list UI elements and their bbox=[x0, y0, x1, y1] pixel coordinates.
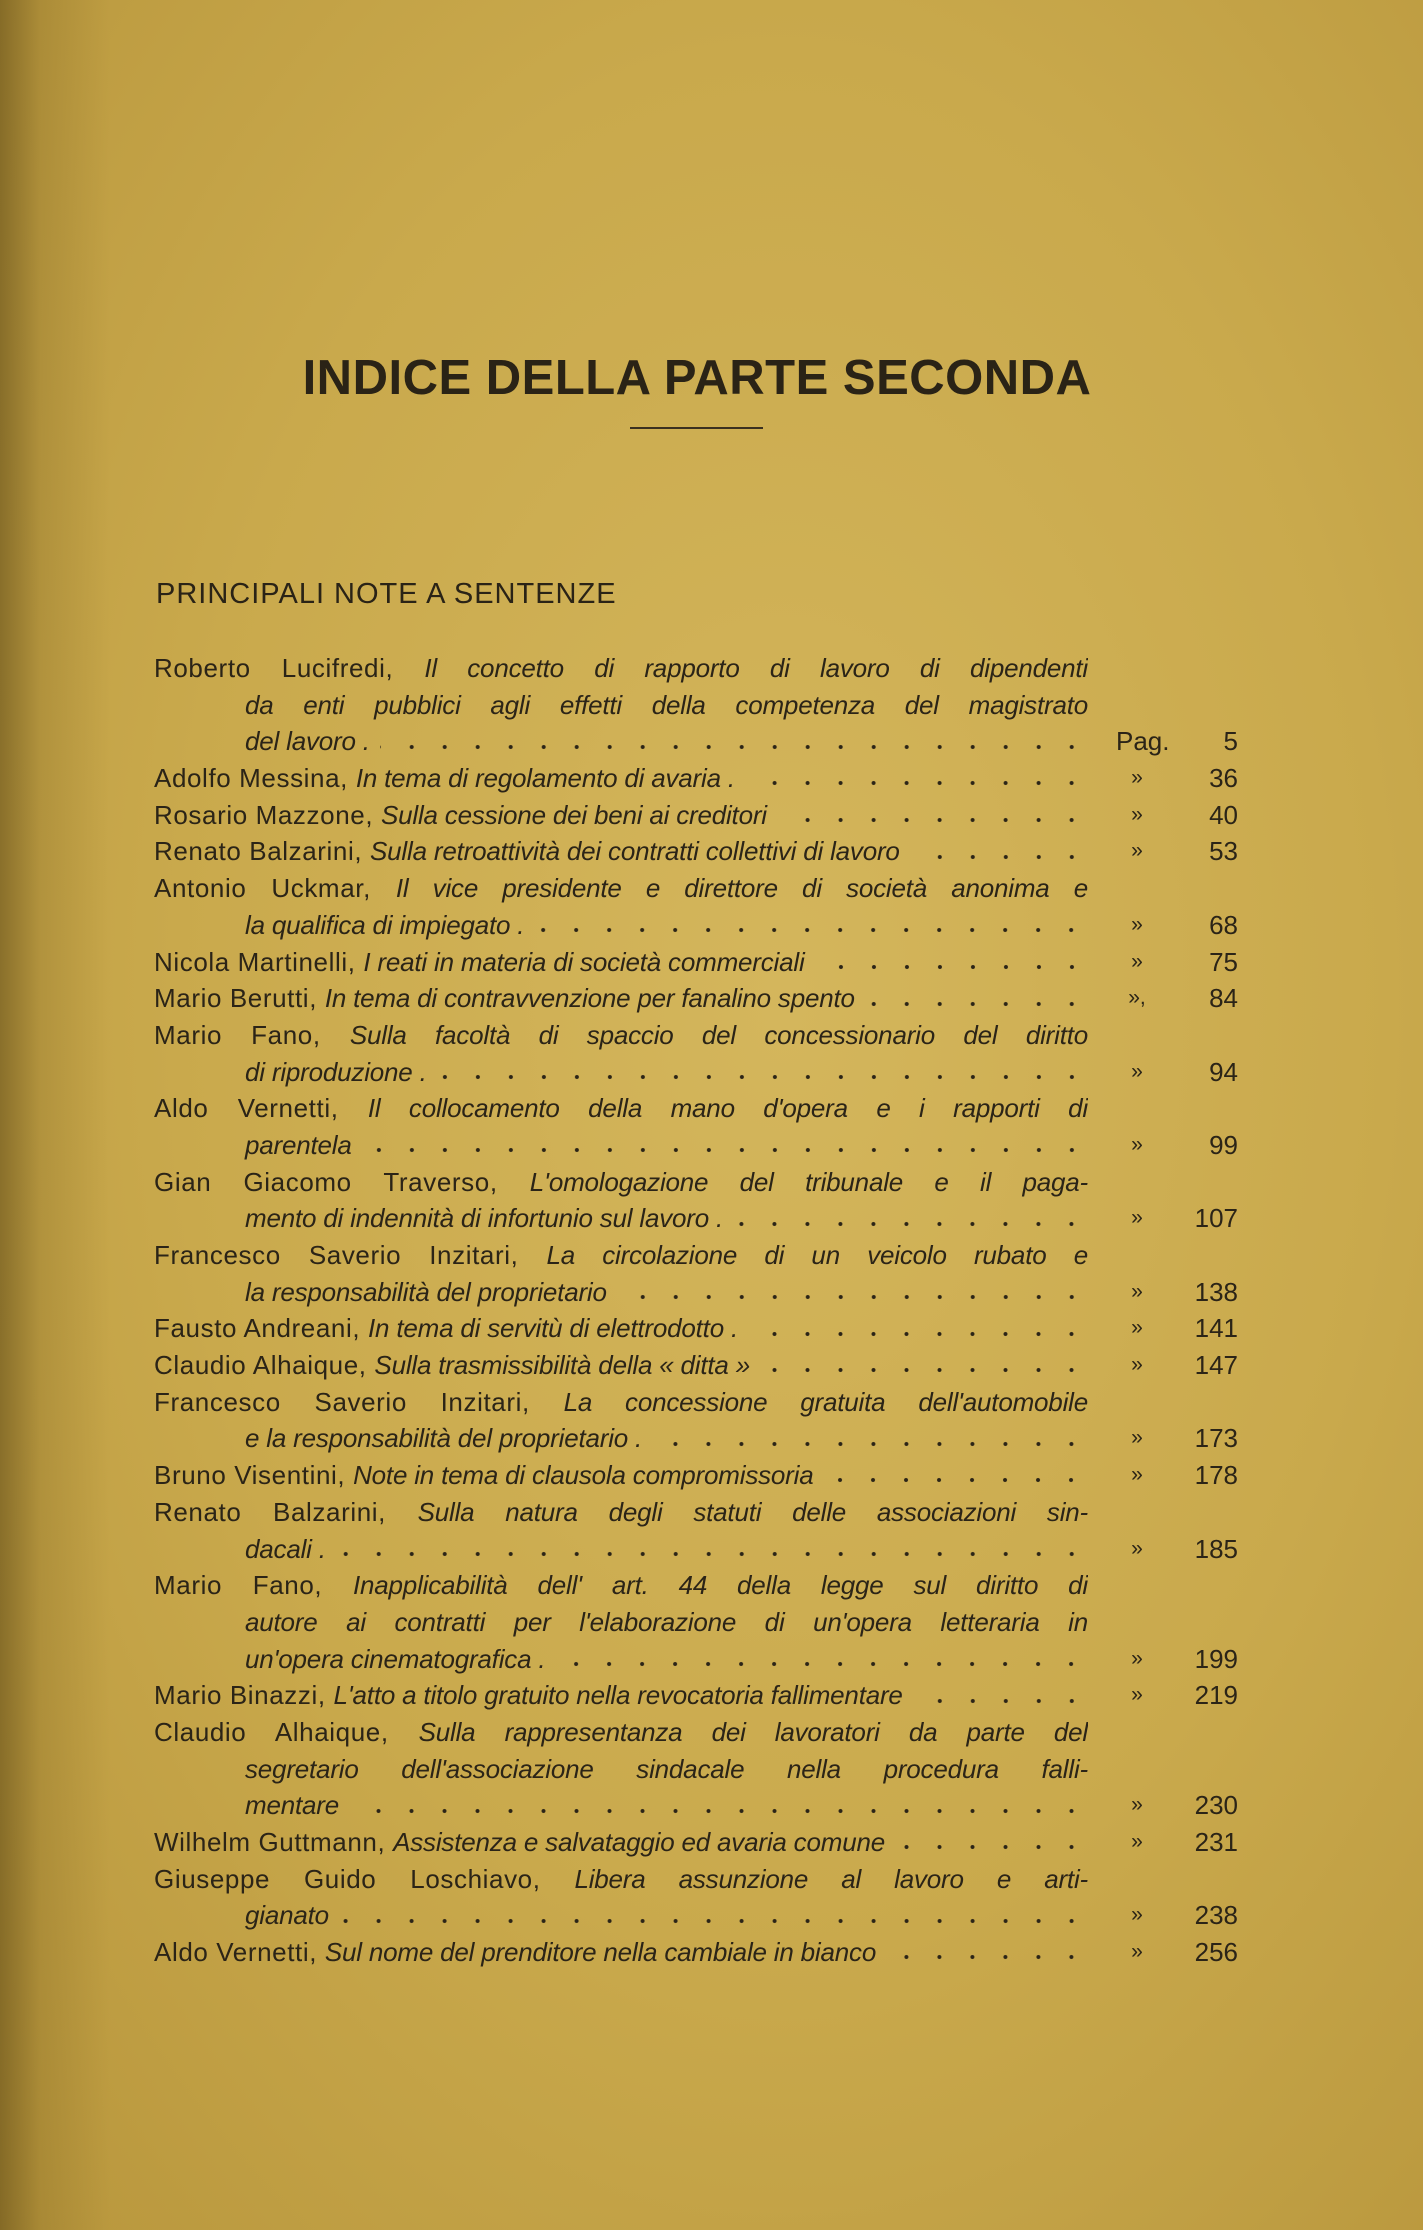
toc-entry bbox=[154, 1677, 1244, 1714]
entry-text bbox=[154, 1567, 1088, 1604]
entry-author: Mario Berutti , bbox=[154, 980, 325, 1017]
leader-dots bbox=[380, 742, 1088, 752]
page-number: 199 bbox=[1194, 1643, 1238, 1674]
entry-text bbox=[154, 1420, 1088, 1457]
page-number: 141 bbox=[1194, 1313, 1238, 1344]
entry-text bbox=[154, 1494, 1088, 1531]
entry-title: e la responsabilità del proprietario . bbox=[245, 1423, 643, 1454]
leader-dots bbox=[652, 1439, 1088, 1449]
toc-entry bbox=[154, 1310, 1244, 1347]
page-marker: » bbox=[1131, 802, 1143, 826]
entry-title: del lavoro . bbox=[245, 726, 370, 757]
entry-author: Aldo Vernetti , bbox=[154, 1093, 368, 1123]
toc-line bbox=[154, 870, 1244, 907]
page-number: 185 bbox=[1194, 1533, 1238, 1564]
entry-title: Il concetto di rapporto di lavoro di dipendenti bbox=[424, 653, 1088, 683]
entry-text bbox=[154, 1127, 1088, 1164]
toc-line bbox=[154, 650, 1244, 687]
entry-text bbox=[154, 870, 1088, 907]
entry-title: la qualifica di impiegato . bbox=[245, 909, 525, 940]
toc-entry bbox=[154, 1567, 1244, 1677]
title-divider bbox=[630, 427, 763, 429]
entry-text bbox=[154, 1090, 1088, 1127]
toc-line bbox=[154, 1090, 1244, 1127]
page-marker: » bbox=[1131, 1206, 1143, 1230]
toc-line bbox=[154, 687, 1244, 724]
leader-dots bbox=[437, 1072, 1088, 1082]
page-number: 84 bbox=[1209, 983, 1238, 1014]
entry-title: In tema di contravvenzione per fanalino spento bbox=[324, 983, 855, 1014]
toc-entry bbox=[154, 1824, 1244, 1861]
leader-dots bbox=[865, 999, 1088, 1009]
entry-text bbox=[154, 907, 1088, 944]
toc-line bbox=[154, 1054, 1244, 1091]
toc-line bbox=[154, 944, 1244, 981]
page-number: 94 bbox=[1209, 1056, 1238, 1087]
entry-text bbox=[154, 1604, 1088, 1641]
entry-author: Francesco Saverio Inzitari , bbox=[154, 1387, 564, 1417]
toc-line bbox=[154, 1494, 1244, 1531]
entry-text bbox=[154, 650, 1088, 687]
entry-title: autore ai contratti per l'elaborazione di un'opera letteraria in bbox=[245, 1606, 1088, 1637]
entry-title: gianato bbox=[245, 1900, 329, 1931]
page-number: 219 bbox=[1194, 1680, 1238, 1711]
leader-dots bbox=[748, 1329, 1088, 1339]
entry-text bbox=[154, 1457, 1088, 1494]
toc-line bbox=[154, 833, 1244, 870]
leader-dots bbox=[745, 778, 1088, 788]
leader-dots bbox=[339, 1916, 1088, 1926]
entry-title: L'atto a titolo gratuito nella revocatoria fallimentare bbox=[333, 1680, 903, 1711]
entry-text bbox=[154, 723, 1088, 760]
entry-title: In tema di servitù di elettrodotto . bbox=[368, 1313, 739, 1344]
page-number: 178 bbox=[1194, 1460, 1238, 1491]
page-number: 53 bbox=[1209, 836, 1238, 867]
leader-dots bbox=[910, 852, 1088, 862]
entry-text bbox=[154, 1200, 1088, 1237]
toc-line bbox=[154, 1641, 1244, 1678]
toc-line bbox=[154, 1200, 1244, 1237]
toc-line bbox=[154, 760, 1244, 797]
leader-dots bbox=[733, 1219, 1088, 1229]
entry-title: Inapplicabilità dell' art. 44 della legge sul diritto di bbox=[353, 1570, 1088, 1601]
entry-text bbox=[154, 1714, 1088, 1751]
leader-dots bbox=[362, 1145, 1088, 1155]
page-marker: » bbox=[1131, 1940, 1143, 1964]
toc-line bbox=[154, 1604, 1244, 1641]
toc-line bbox=[154, 1310, 1244, 1347]
entry-title: Sulla facoltà di spaccio del concessionario del diritto bbox=[349, 1019, 1088, 1050]
entry-author: Adolfo Messina , bbox=[154, 760, 356, 797]
toc-line bbox=[154, 1017, 1244, 1054]
entry-author: Wilhelm Guttmann , bbox=[154, 1824, 393, 1861]
toc-line bbox=[154, 1457, 1244, 1494]
entry-author: Nicola Martinelli , bbox=[154, 944, 363, 981]
entry-text bbox=[154, 1751, 1088, 1788]
toc-entry bbox=[154, 980, 1244, 1017]
leader-dots bbox=[815, 962, 1088, 972]
entry-title: segretario dell'associazione sindacale nella procedura falli- bbox=[245, 1753, 1088, 1784]
toc-entry bbox=[154, 1237, 1244, 1310]
entry-author: Roberto Lucifredi , bbox=[154, 653, 424, 683]
entry-text bbox=[154, 1531, 1088, 1568]
entry-text bbox=[154, 944, 1088, 981]
entry-text bbox=[154, 1310, 1088, 1347]
leader-dots bbox=[534, 925, 1088, 935]
leader-dots bbox=[777, 815, 1088, 825]
page-number: 256 bbox=[1194, 1937, 1238, 1968]
toc-line bbox=[154, 1897, 1244, 1934]
entry-author: Claudio Alhaique , bbox=[154, 1717, 419, 1747]
leader-dots bbox=[886, 1952, 1088, 1962]
toc-entry bbox=[154, 1017, 1244, 1090]
entry-author: Gian Giacomo Traverso , bbox=[154, 1167, 530, 1197]
leader-dots bbox=[823, 1475, 1088, 1485]
leader-dots bbox=[895, 1842, 1088, 1852]
page-number: 99 bbox=[1209, 1129, 1238, 1160]
page-marker: » bbox=[1131, 1463, 1143, 1487]
toc-entry bbox=[154, 1384, 1244, 1457]
page-marker: » bbox=[1131, 1316, 1143, 1340]
entry-title: di riproduzione . bbox=[245, 1056, 427, 1087]
toc-entry bbox=[154, 797, 1244, 834]
entry-text bbox=[154, 1641, 1088, 1678]
entry-title: Sulla trasmissibilità della « ditta » bbox=[374, 1350, 750, 1381]
toc-entry bbox=[154, 760, 1244, 797]
entry-title: Sulla retroattività dei contratti collettivi di lavoro bbox=[370, 836, 900, 867]
toc-entry bbox=[154, 1861, 1244, 1934]
leader-dots bbox=[336, 1549, 1088, 1559]
entry-author: Bruno Visentini , bbox=[154, 1457, 353, 1494]
entry-title: un'opera cinematografica . bbox=[245, 1643, 546, 1674]
toc-line bbox=[154, 1347, 1244, 1384]
entry-title: Assistenza e salvataggio ed avaria comune bbox=[393, 1827, 885, 1857]
toc-entry bbox=[154, 944, 1244, 981]
entry-author: Renato Balzarini , bbox=[154, 833, 370, 870]
toc-line bbox=[154, 1567, 1244, 1604]
toc-entry bbox=[154, 650, 1244, 760]
toc-entry bbox=[154, 1347, 1244, 1384]
entry-text bbox=[154, 1677, 1088, 1714]
toc-line bbox=[154, 1164, 1244, 1201]
entry-title: I reati in materia di società commerciali bbox=[363, 946, 805, 977]
entry-text bbox=[154, 1824, 1088, 1861]
page-number: 5 bbox=[1223, 726, 1238, 757]
entry-text bbox=[154, 1017, 1088, 1054]
entry-title: L'omologazione del tribunale e il paga- bbox=[529, 1166, 1088, 1197]
toc-entry bbox=[154, 1494, 1244, 1567]
page-marker: » bbox=[1131, 912, 1143, 936]
entry-text bbox=[154, 1897, 1088, 1934]
toc-entry bbox=[154, 833, 1244, 870]
entry-text bbox=[154, 1274, 1088, 1311]
page-marker: » bbox=[1131, 949, 1143, 973]
table-of-contents bbox=[154, 650, 1244, 1971]
entry-author: Aldo Vernetti , bbox=[154, 1934, 325, 1971]
page-marker: » bbox=[1131, 1353, 1143, 1377]
entry-title: Sul nome del prenditore nella cambiale in bianco bbox=[324, 1937, 877, 1968]
entry-title: La circolazione di un veicolo rubato e bbox=[546, 1240, 1088, 1270]
toc-line bbox=[154, 907, 1244, 944]
page-number: 138 bbox=[1194, 1276, 1238, 1307]
entry-title: La concessione gratuita dell'automobile bbox=[563, 1386, 1088, 1417]
toc-entry bbox=[154, 1457, 1244, 1494]
toc-entry bbox=[154, 1714, 1244, 1824]
page-number: 40 bbox=[1209, 799, 1238, 830]
page-marker: Pag. bbox=[1116, 726, 1170, 757]
entry-title: Il collocamento della mano d'opera e i rapporti di bbox=[367, 1093, 1088, 1124]
entry-text bbox=[154, 833, 1088, 870]
entry-author: Mario Binazzi , bbox=[154, 1677, 334, 1714]
toc-line bbox=[154, 1751, 1244, 1788]
page-number: 68 bbox=[1209, 909, 1238, 940]
page-marker: » bbox=[1131, 839, 1143, 863]
entry-author: Antonio Uckmar , bbox=[154, 873, 396, 903]
page-number: 147 bbox=[1194, 1350, 1238, 1381]
page-number: 107 bbox=[1194, 1203, 1238, 1234]
entry-author: Fausto Andreani , bbox=[154, 1310, 368, 1347]
entry-title: Libera assunzione al lavoro e arti- bbox=[574, 1863, 1088, 1894]
entry-text bbox=[154, 1384, 1088, 1421]
toc-line bbox=[154, 1237, 1244, 1274]
toc-entry bbox=[154, 1934, 1244, 1971]
entry-text bbox=[154, 760, 1088, 797]
page-marker: » bbox=[1131, 1536, 1143, 1560]
page-marker: » bbox=[1131, 1426, 1143, 1450]
toc-line bbox=[154, 1384, 1244, 1421]
leader-dots bbox=[760, 1365, 1088, 1375]
entry-text bbox=[154, 1164, 1088, 1201]
toc-line bbox=[154, 1787, 1244, 1824]
toc-line bbox=[154, 1824, 1244, 1861]
toc-line bbox=[154, 797, 1244, 834]
leader-dots bbox=[617, 1292, 1088, 1302]
entry-title: Sulla natura degli statuti delle associazioni sin- bbox=[417, 1496, 1088, 1527]
toc-line bbox=[154, 1420, 1244, 1457]
page-number: 231 bbox=[1194, 1827, 1238, 1857]
entry-title: parentela bbox=[245, 1129, 352, 1160]
toc-entry bbox=[154, 870, 1244, 943]
toc-entry bbox=[154, 1164, 1244, 1237]
entry-author: Renato Balzarini , bbox=[154, 1497, 418, 1527]
entry-text bbox=[154, 980, 1088, 1017]
entry-author: Rosario Mazzone , bbox=[154, 797, 381, 834]
page-marker: » bbox=[1131, 766, 1143, 790]
section-heading: PRINCIPALI NOTE A SENTENZE bbox=[156, 578, 617, 610]
entry-author: Giuseppe Guido Loschiavo , bbox=[154, 1864, 574, 1894]
entry-title: Sulla cessione dei beni ai creditori bbox=[380, 799, 767, 830]
toc-line bbox=[154, 1714, 1244, 1751]
page-marker: » bbox=[1131, 1683, 1143, 1707]
entry-text bbox=[154, 797, 1088, 834]
entry-author: Mario Fano , bbox=[154, 1570, 353, 1600]
entry-title: la responsabilità del proprietario bbox=[245, 1276, 607, 1307]
entry-title: Sulla rappresentanza dei lavoratori da parte del bbox=[418, 1716, 1088, 1747]
entry-title: da enti pubblici agli effetti della competenza del magistrato bbox=[245, 689, 1088, 720]
toc-line bbox=[154, 1861, 1244, 1898]
entry-text bbox=[154, 1861, 1088, 1898]
page-number: 173 bbox=[1194, 1423, 1238, 1454]
entry-text bbox=[154, 687, 1088, 724]
page-number: 230 bbox=[1194, 1790, 1238, 1821]
toc-line bbox=[154, 1127, 1244, 1164]
toc-line bbox=[154, 980, 1244, 1017]
page-number: 238 bbox=[1194, 1900, 1238, 1931]
toc-line bbox=[154, 1274, 1244, 1311]
page-marker: » bbox=[1131, 1793, 1143, 1817]
entry-title: dacali . bbox=[245, 1533, 326, 1564]
entry-title: Il vice presidente e direttore di società anonima e bbox=[395, 873, 1088, 904]
leader-dots bbox=[555, 1659, 1088, 1669]
entry-author: Mario Fano , bbox=[154, 1020, 350, 1050]
leader-dots bbox=[913, 1696, 1088, 1706]
page-marker: » bbox=[1131, 1132, 1143, 1156]
entry-title: Note in tema di clausola compromissoria bbox=[353, 1460, 814, 1491]
page-number: 75 bbox=[1209, 946, 1238, 977]
entry-author: Francesco Saverio Inzitari , bbox=[154, 1240, 546, 1270]
entry-title: mento di indennità di infortunio sul lavoro . bbox=[245, 1203, 724, 1234]
page-marker: » bbox=[1131, 1059, 1143, 1083]
entry-text bbox=[154, 1237, 1088, 1274]
entry-text bbox=[154, 1347, 1088, 1384]
page-title: INDICE DELLA PARTE SECONDA bbox=[302, 351, 1092, 405]
entry-text bbox=[154, 1054, 1088, 1091]
page-marker: » bbox=[1131, 1279, 1143, 1303]
toc-line bbox=[154, 1934, 1244, 1971]
page-marker: », bbox=[1128, 986, 1146, 1010]
entry-title: mentare bbox=[245, 1790, 339, 1821]
toc-line bbox=[154, 723, 1244, 760]
toc-entry bbox=[154, 1090, 1244, 1163]
page-marker: » bbox=[1131, 1646, 1143, 1670]
toc-line bbox=[154, 1531, 1244, 1568]
page-number: 36 bbox=[1209, 763, 1238, 794]
entry-title: In tema di regolamento di avaria . bbox=[355, 763, 735, 794]
page-marker: » bbox=[1131, 1903, 1143, 1927]
entry-text bbox=[154, 1934, 1088, 1971]
toc-line bbox=[154, 1677, 1244, 1714]
entry-text bbox=[154, 1787, 1088, 1824]
entry-author: Claudio Alhaique , bbox=[154, 1347, 374, 1384]
page-marker: » bbox=[1131, 1830, 1143, 1853]
leader-dots bbox=[349, 1806, 1088, 1816]
